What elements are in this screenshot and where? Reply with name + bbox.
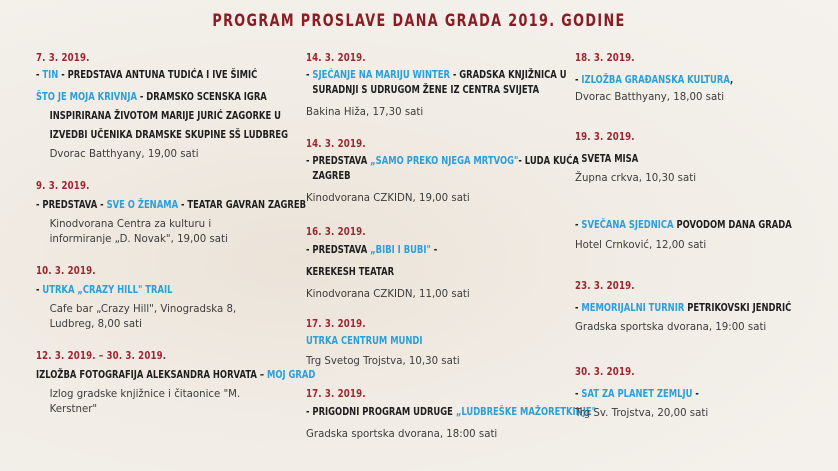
event-date: 17. 3. 2019. xyxy=(306,388,366,400)
event-date: 30. 3. 2019. xyxy=(575,366,635,378)
event-location: Kinodvorana CZKIDN, 19,00 sati xyxy=(306,192,470,204)
event-description: ZAGREB xyxy=(312,170,351,182)
event-title: - UTRKA „CRAZY HILL" TRAIL xyxy=(36,284,173,296)
event-date: 14. 3. 2019. xyxy=(306,52,366,64)
event-19-3-session xyxy=(575,218,835,253)
event-description: INSPIRIRANA ŽIVOTOM MARIJE JURIĆ ZAGORKE U xyxy=(49,110,281,122)
event-date: 7. 3. 2019. xyxy=(36,52,90,64)
event-title: - SAT ZA PLANET ZEMLJU - xyxy=(575,388,699,400)
event-14-3-b xyxy=(306,138,579,206)
event-location: Ludbreg, 8,00 sati xyxy=(49,318,142,330)
event-title: - TIN - PREDSTAVA ANTUNA TUDIĆA I IVE ŠIMIĆ xyxy=(36,69,258,81)
event-location: Bakina Hiža, 17,30 sati xyxy=(306,106,424,118)
event-date: 19. 3. 2019. xyxy=(575,131,635,143)
event-23-3 xyxy=(575,280,835,335)
event-9-3 xyxy=(36,180,307,247)
event-title: IZLOŽBA FOTOGRAFIJA ALEKSANDRA HORVATA – MOJ GRAD xyxy=(36,369,316,381)
event-description: KEREKESH TEATAR xyxy=(306,266,395,278)
event-date: 10. 3. 2019. xyxy=(36,265,96,277)
event-title: - SJEĆANJE NA MARIJU WINTER - GRADSKA KNJIŽNICA U xyxy=(306,69,567,81)
event-date: 12. 3. 2019. – 30. 3. 2019. xyxy=(36,350,167,362)
event-19-3 xyxy=(575,131,835,186)
event-30-3 xyxy=(575,366,835,421)
event-description: IZVEDBI UČENIKA DRAMSKE SKUPINE SŠ LUDBREG xyxy=(49,129,289,141)
event-location: Gradska sportska dvorana, 18:00 sati xyxy=(306,428,498,440)
event-title: UTRKA CENTRUM MUNDI xyxy=(306,335,423,347)
event-location: Izlog gradske knjižnice i čitaonice "M. xyxy=(49,388,241,400)
event-12-3 xyxy=(36,350,316,417)
event-title: - MEMORIJALNI TURNIR PETRIKOVSKI JENDRIĆ xyxy=(575,302,792,314)
event-10-3 xyxy=(36,265,296,332)
event-location: informiranje „D. Novak", 19,00 sati xyxy=(49,233,228,245)
event-16-3 xyxy=(306,226,566,302)
page-title: PROGRAM PROSLAVE DANA GRADA 2019. GODINE xyxy=(212,11,626,30)
event-17-3-b xyxy=(306,388,596,442)
event-location: Cafe bar „Crazy Hill", Vinogradska 8, xyxy=(49,303,237,315)
event-location: Hotel Crnković, 12,00 sati xyxy=(575,239,707,251)
event-location: Kinodvorana Centra za kulturu i xyxy=(49,218,212,230)
event-title: - PREDSTAVA „BIBI I BUBI" - xyxy=(306,244,438,256)
event-location: Kinodvorana CZKIDN, 11,00 sati xyxy=(306,288,470,300)
event-7-3 xyxy=(36,52,296,162)
event-location: Gradska sportska dvorana, 19:00 sati xyxy=(575,321,767,333)
event-title: - SVEČANA SJEDNICA POVODOM DANA GRADA xyxy=(575,219,792,231)
event-title: - IZLOŽBA GRAĐANSKA KULTURA, xyxy=(575,74,734,86)
event-title: - SVETA MISA xyxy=(575,153,639,165)
event-title: - PREDSTAVA „SAMO PREKO NJEGA MRTVOG"- LUDA KUĆA xyxy=(306,155,579,167)
event-location: Kerstner" xyxy=(49,403,98,415)
event-17-3-a xyxy=(306,318,566,369)
event-title: - PREDSTAVA - SVE O ŽENAMA - TEATAR GAVRAN ZAGREB xyxy=(36,199,307,211)
event-title: ŠTO JE MOJA KRIVNJA - DRAMSKO SCENSKA IGRA xyxy=(36,91,267,103)
event-location: Dvorac Batthyany, 18,00 sati xyxy=(575,91,725,103)
event-date: 16. 3. 2019. xyxy=(306,226,366,238)
event-date: 14. 3. 2019. xyxy=(306,138,366,150)
event-14-3-a xyxy=(306,52,566,120)
event-location: Dvorac Batthyany, 19,00 sati xyxy=(49,148,199,160)
event-location: Trg Sv. Trojstva, 20,00 sati xyxy=(575,407,709,419)
event-location: Trg Svetog Trojstva, 10,30 sati xyxy=(306,355,460,367)
event-description: SURADNJI S UDRUGOM ŽENE IZ CENTRA SVIJETA xyxy=(312,84,540,96)
event-date: 18. 3. 2019. xyxy=(575,52,635,64)
event-location: Župna crkva, 10,30 sati xyxy=(575,172,697,184)
event-date: 23. 3. 2019. xyxy=(575,280,635,292)
event-title: - PRIGODNI PROGRAM UDRUGE „LUDBREŠKE MAŽORETKINJE" xyxy=(306,406,596,418)
event-date: 9. 3. 2019. xyxy=(36,180,90,192)
event-18-3 xyxy=(575,52,835,105)
event-date: 17. 3. 2019. xyxy=(306,318,366,330)
